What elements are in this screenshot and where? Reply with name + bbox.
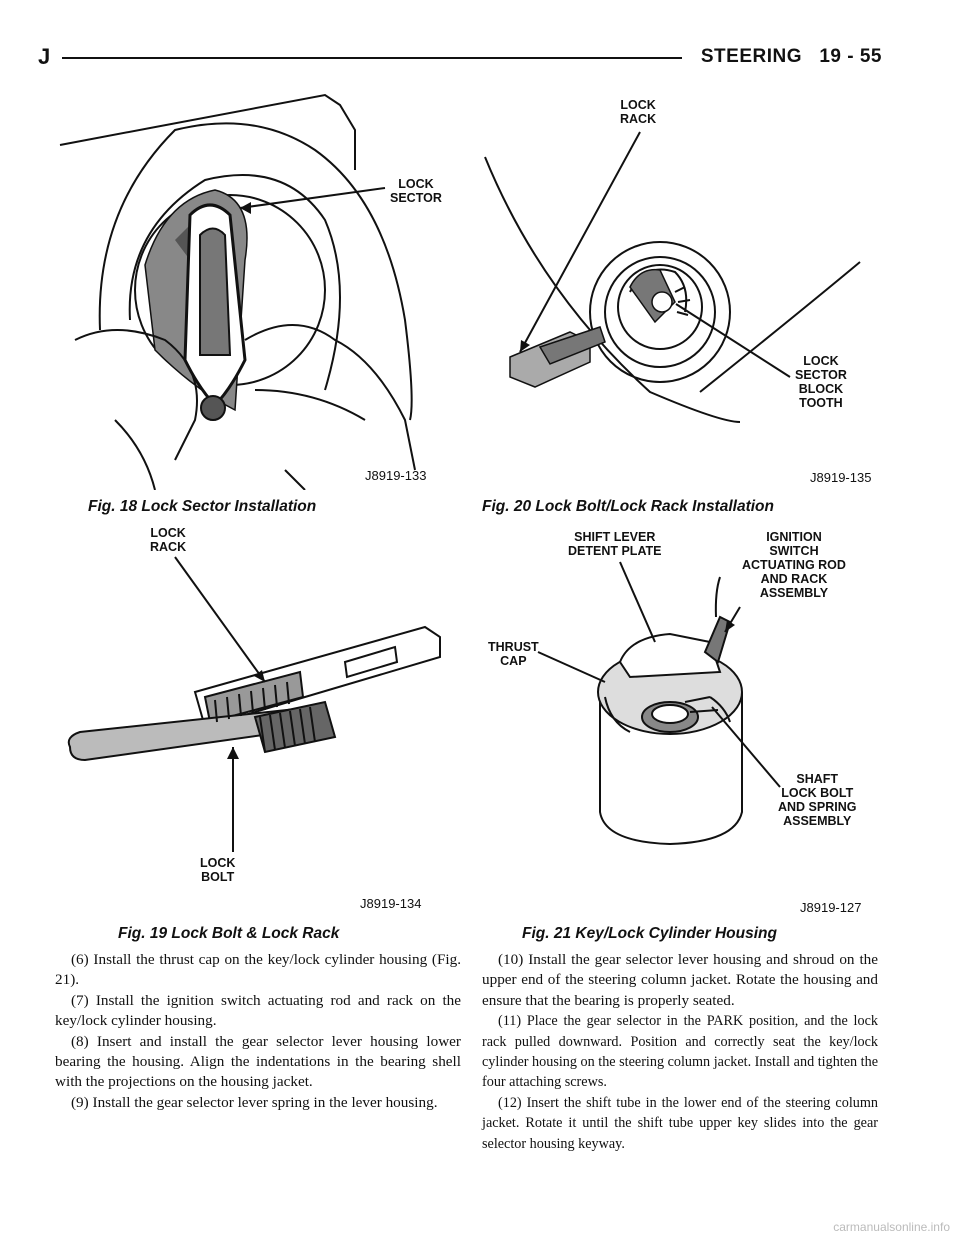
callout-line: LOCK (803, 354, 839, 368)
callout-line: SHAFT (796, 772, 839, 786)
lock-sector-illustration (55, 90, 475, 490)
callout-line: DETENT PLATE (568, 544, 662, 558)
callout-line: RACK (620, 112, 657, 126)
callout-line: SECTOR (795, 368, 847, 382)
page-header (38, 44, 882, 74)
figure-19-caption: Fig. 19 Lock Bolt & Lock Rack (118, 925, 340, 942)
figure-21 (480, 522, 900, 922)
text-column-right (482, 950, 878, 1154)
step-paragraph: (9) Install the gear selector lever spring in the lever housing. (71, 1093, 438, 1111)
callout-ignition-switch (742, 530, 846, 600)
callout-lock-bolt (200, 856, 235, 884)
callout-lock-rack (620, 98, 656, 126)
section-title: STEERING (700, 46, 802, 67)
lock-bolt-rack-parts-illustration (55, 522, 475, 922)
callout-shaft-lock-bolt (778, 772, 856, 828)
header-rule (62, 57, 682, 59)
figure-code: J8919-127 (800, 900, 862, 915)
callout-line: SHIFT LEVER (574, 530, 656, 544)
callout-line: ASSEMBLY (783, 814, 852, 828)
watermark: carmanualsonline.info (833, 1220, 950, 1234)
callout-line: BLOCK (798, 382, 844, 396)
callout-line: CAP (500, 654, 527, 668)
lock-bolt-rack-illustration (480, 92, 900, 492)
callout-line: ASSEMBLY (759, 586, 829, 600)
header-section (701, 46, 882, 68)
figure-18-caption: Fig. 18 Lock Sector Installation (88, 498, 317, 515)
callout-line: AND SPRING (778, 800, 857, 814)
callout-line: IGNITION (766, 530, 822, 544)
figure-code: J8919-134 (360, 896, 422, 911)
step-paragraph: (8) Insert and install the gear selector lever housing lower bearing the housing. Align the indentations in the bearing shell with the projections on the housing jacket. (55, 1032, 461, 1091)
callout-line: SWITCH (769, 544, 819, 558)
callout-lock-rack (150, 526, 186, 554)
header-letter: J (38, 44, 51, 69)
callout-line: LOCK (398, 177, 434, 191)
figure-code: J8919-135 (810, 470, 872, 485)
callout-block-tooth (795, 354, 847, 410)
callout-line: LOCK (150, 526, 186, 540)
figure-20 (480, 92, 900, 492)
step-paragraph: (10) Install the gear selector lever housing and shroud on the upper end of the steering column jacket. Rotate the housing and ensure that the bearing is properly seated. (482, 951, 878, 1009)
callout-line: SECTOR (390, 191, 442, 205)
step-paragraph: (12) Insert the shift tube in the lower end of the steering column jacket. Rotate it until the shift tube upper key slides into the gear selector housing keyway. (482, 1094, 878, 1152)
callout-line: BOLT (201, 870, 235, 884)
callout-line: LOCK BOLT (781, 786, 854, 800)
callout-lock-sector (390, 177, 442, 205)
callout-detent-plate (568, 530, 662, 558)
step-paragraph: (11) Place the gear selector in the PARK position, and the lock rack pulled downward. Position and correctly seat the key/lock cylinder housing on the steering column jacket. Install and tighten the four attaching screws. (482, 1013, 878, 1091)
step-paragraph: (7) Install the ignition switch actuating rod and rack on the key/lock cylinder housing. (55, 991, 461, 1030)
callout-line: RACK (150, 540, 187, 554)
callout-line: THRUST (488, 640, 539, 654)
text-column-left (55, 950, 461, 1113)
callout-line: AND RACK (760, 572, 828, 586)
callout-line: TOOTH (799, 396, 843, 410)
step-paragraph: (6) Install the thrust cap on the key/lock cylinder housing (Fig. 21). (55, 951, 461, 989)
figure-20-caption: Fig. 20 Lock Bolt/Lock Rack Installation (482, 498, 774, 515)
figure-19 (55, 522, 475, 922)
page-number: 19 - 55 (819, 46, 882, 67)
callout-line: ACTUATING ROD (742, 558, 846, 572)
callout-thrust-cap (488, 640, 539, 668)
figure-21-caption: Fig. 21 Key/Lock Cylinder Housing (522, 925, 777, 942)
figure-code: J8919-133 (365, 468, 427, 483)
callout-line: LOCK (200, 856, 236, 870)
callout-line: LOCK (620, 98, 656, 112)
figure-18 (55, 90, 475, 490)
